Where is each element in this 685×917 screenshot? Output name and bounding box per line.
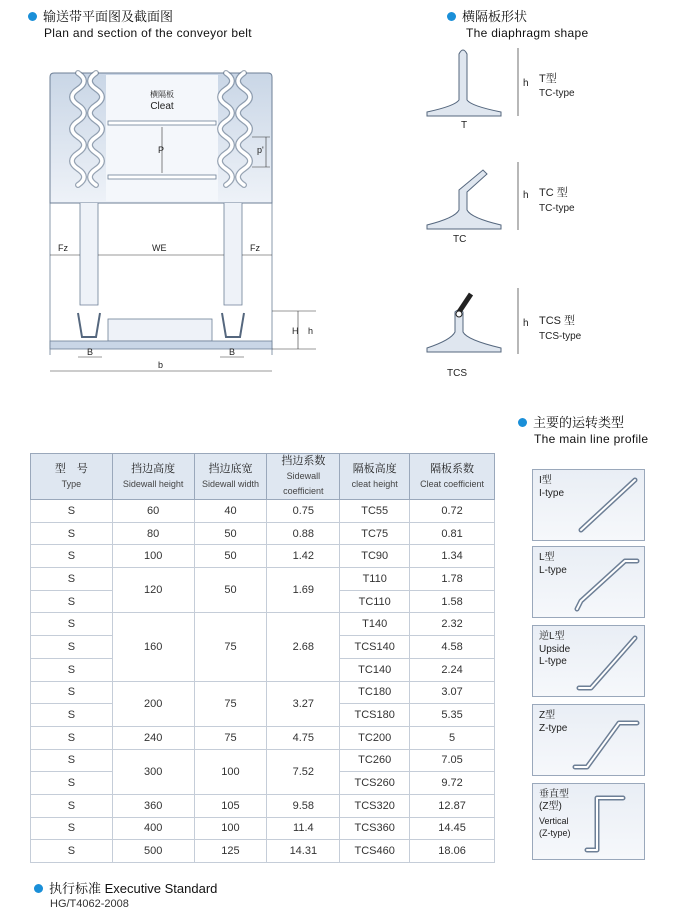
tc-type-cn: TC 型 (539, 187, 568, 199)
profile-z-type (532, 704, 645, 776)
B-right-label: B (229, 347, 236, 357)
table-row: S 160 75 2.68 T140 2.32 (31, 613, 495, 636)
header-cleat-coefficient: 隔板系数 Cleat coefficient (410, 454, 495, 500)
profile-vertical-en: (Z-type) (539, 828, 571, 838)
table-row: S 300 100 7.52 TC260 7.05 (31, 749, 495, 772)
profile-upside-l-en: L-type (539, 656, 567, 667)
table-row: S 200 75 3.27 TC180 3.07 (31, 681, 495, 704)
profile-i-cn: I型 (539, 475, 552, 486)
table-row: S TCS140 4.58 (31, 636, 495, 659)
diaphragm-title-cn: 横隔板形状 (462, 9, 528, 24)
profile-vertical-z-type (532, 783, 645, 860)
tc-caption: TC (453, 234, 467, 245)
t-caption: T (461, 120, 468, 131)
fz-right-label: Fz (250, 243, 260, 253)
table-row: S 360 105 9.58 TCS320 12.87 (31, 794, 495, 817)
tc-type-en: TC-type (539, 203, 575, 214)
tcs-type-en: TCS-type (539, 331, 582, 342)
cleat-en-label: Cleat (150, 101, 174, 112)
tcs-caption: TCS (447, 368, 467, 379)
table-row: S 100 50 1.42 TC90 1.34 (31, 545, 495, 568)
tcs-type-cn: TCS 型 (539, 315, 576, 327)
we-label: WE (152, 243, 167, 253)
profile-upside-l-en1: Upside (539, 644, 571, 655)
bullet-dot-icon (447, 12, 456, 21)
table-row: S TCS260 9.72 (31, 772, 495, 795)
table-row: S TCS180 5.35 (31, 704, 495, 727)
standard-title-en: Executive Standard (104, 881, 218, 896)
profile-z-en: Z-type (539, 723, 568, 734)
header-sidewall-height: 挡边高度 Sidewall height (112, 454, 194, 500)
vertical-z-type-profile-icon (583, 788, 643, 856)
table-row: S TC110 1.58 (31, 590, 495, 613)
h-label: h (308, 326, 314, 336)
profile-i-en: I-type (539, 488, 565, 499)
t-h-label: h (523, 78, 529, 89)
standard-section-title (34, 878, 217, 897)
table-row: S 500 125 14.31 TCS460 18.06 (31, 840, 495, 863)
p-label: P (158, 145, 165, 155)
upside-l-type-profile-icon (573, 630, 643, 692)
plan-section-title (28, 6, 173, 25)
z-type-profile-icon (569, 709, 643, 771)
table-row: S 80 50 0.88 TC75 0.81 (31, 522, 495, 545)
diaphragm-title-en: The diaphragm shape (466, 26, 589, 40)
profile-title-en: The main line profile (534, 432, 649, 446)
profile-l-type (532, 546, 645, 618)
p-prime-label: p' (257, 145, 264, 155)
bullet-dot-icon (34, 884, 43, 893)
profile-vertical-cn2: (Z型) (539, 801, 562, 812)
diaphragm-shapes-drawing (415, 40, 615, 385)
bullet-dot-icon (28, 12, 37, 21)
profile-vertical-en1: Vertical (539, 816, 569, 826)
header-sidewall-width: 挡边底宽 Sidewall width (194, 454, 267, 500)
B-left-label: B (87, 347, 94, 357)
header-sidewall-coefficient: 挡边系数 Sidewall coefficient (267, 454, 340, 500)
profile-section-title (518, 412, 624, 431)
specification-table (30, 453, 495, 863)
profile-l-en: L-type (539, 565, 567, 576)
cleat-cn-label: 横隔板 (150, 90, 174, 99)
tcs-h-label: h (523, 318, 529, 329)
t-type-en: TC-type (539, 88, 575, 99)
diaphragm-section-title (447, 6, 527, 25)
standard-title-cn: 执行标准 (49, 881, 102, 896)
profile-z-cn: Z型 (539, 710, 556, 721)
plan-title-en: Plan and section of the conveyor belt (44, 26, 252, 40)
header-type: 型 号 Type (31, 454, 113, 500)
b-label: b (158, 360, 164, 370)
profile-upside-l-cn: 逆L型 (539, 631, 565, 642)
profile-vertical-cn: 垂直型 (539, 789, 569, 800)
bullet-dot-icon (518, 418, 527, 427)
i-type-profile-icon (573, 474, 643, 536)
profile-upside-l-type (532, 625, 645, 697)
table-header-row (31, 454, 495, 500)
t-type-cn: T型 (539, 73, 557, 85)
standard-code: HG/T4062-2008 (50, 898, 129, 910)
header-cleat-height: 隔板高度 cleat height (340, 454, 410, 500)
plan-title-cn: 输送带平面图及截面图 (43, 9, 174, 24)
l-type-profile-icon (569, 551, 643, 613)
fz-left-label: Fz (58, 243, 68, 253)
table-row: S 60 40 0.75 TC55 0.72 (31, 500, 495, 523)
H-label: H (292, 326, 299, 336)
table-row: S 400 100 11.4 TCS360 14.45 (31, 817, 495, 840)
table-row: S 120 50 1.69 T110 1.78 (31, 568, 495, 591)
table-row: S 240 75 4.75 TC200 5 (31, 726, 495, 749)
tc-h-label: h (523, 190, 529, 201)
profile-l-cn: L型 (539, 552, 555, 563)
conveyor-belt-plan-drawing (40, 55, 314, 385)
profile-title-cn: 主要的运转类型 (533, 415, 625, 430)
table-row: S TC140 2.24 (31, 658, 495, 681)
profile-i-type (532, 469, 645, 541)
